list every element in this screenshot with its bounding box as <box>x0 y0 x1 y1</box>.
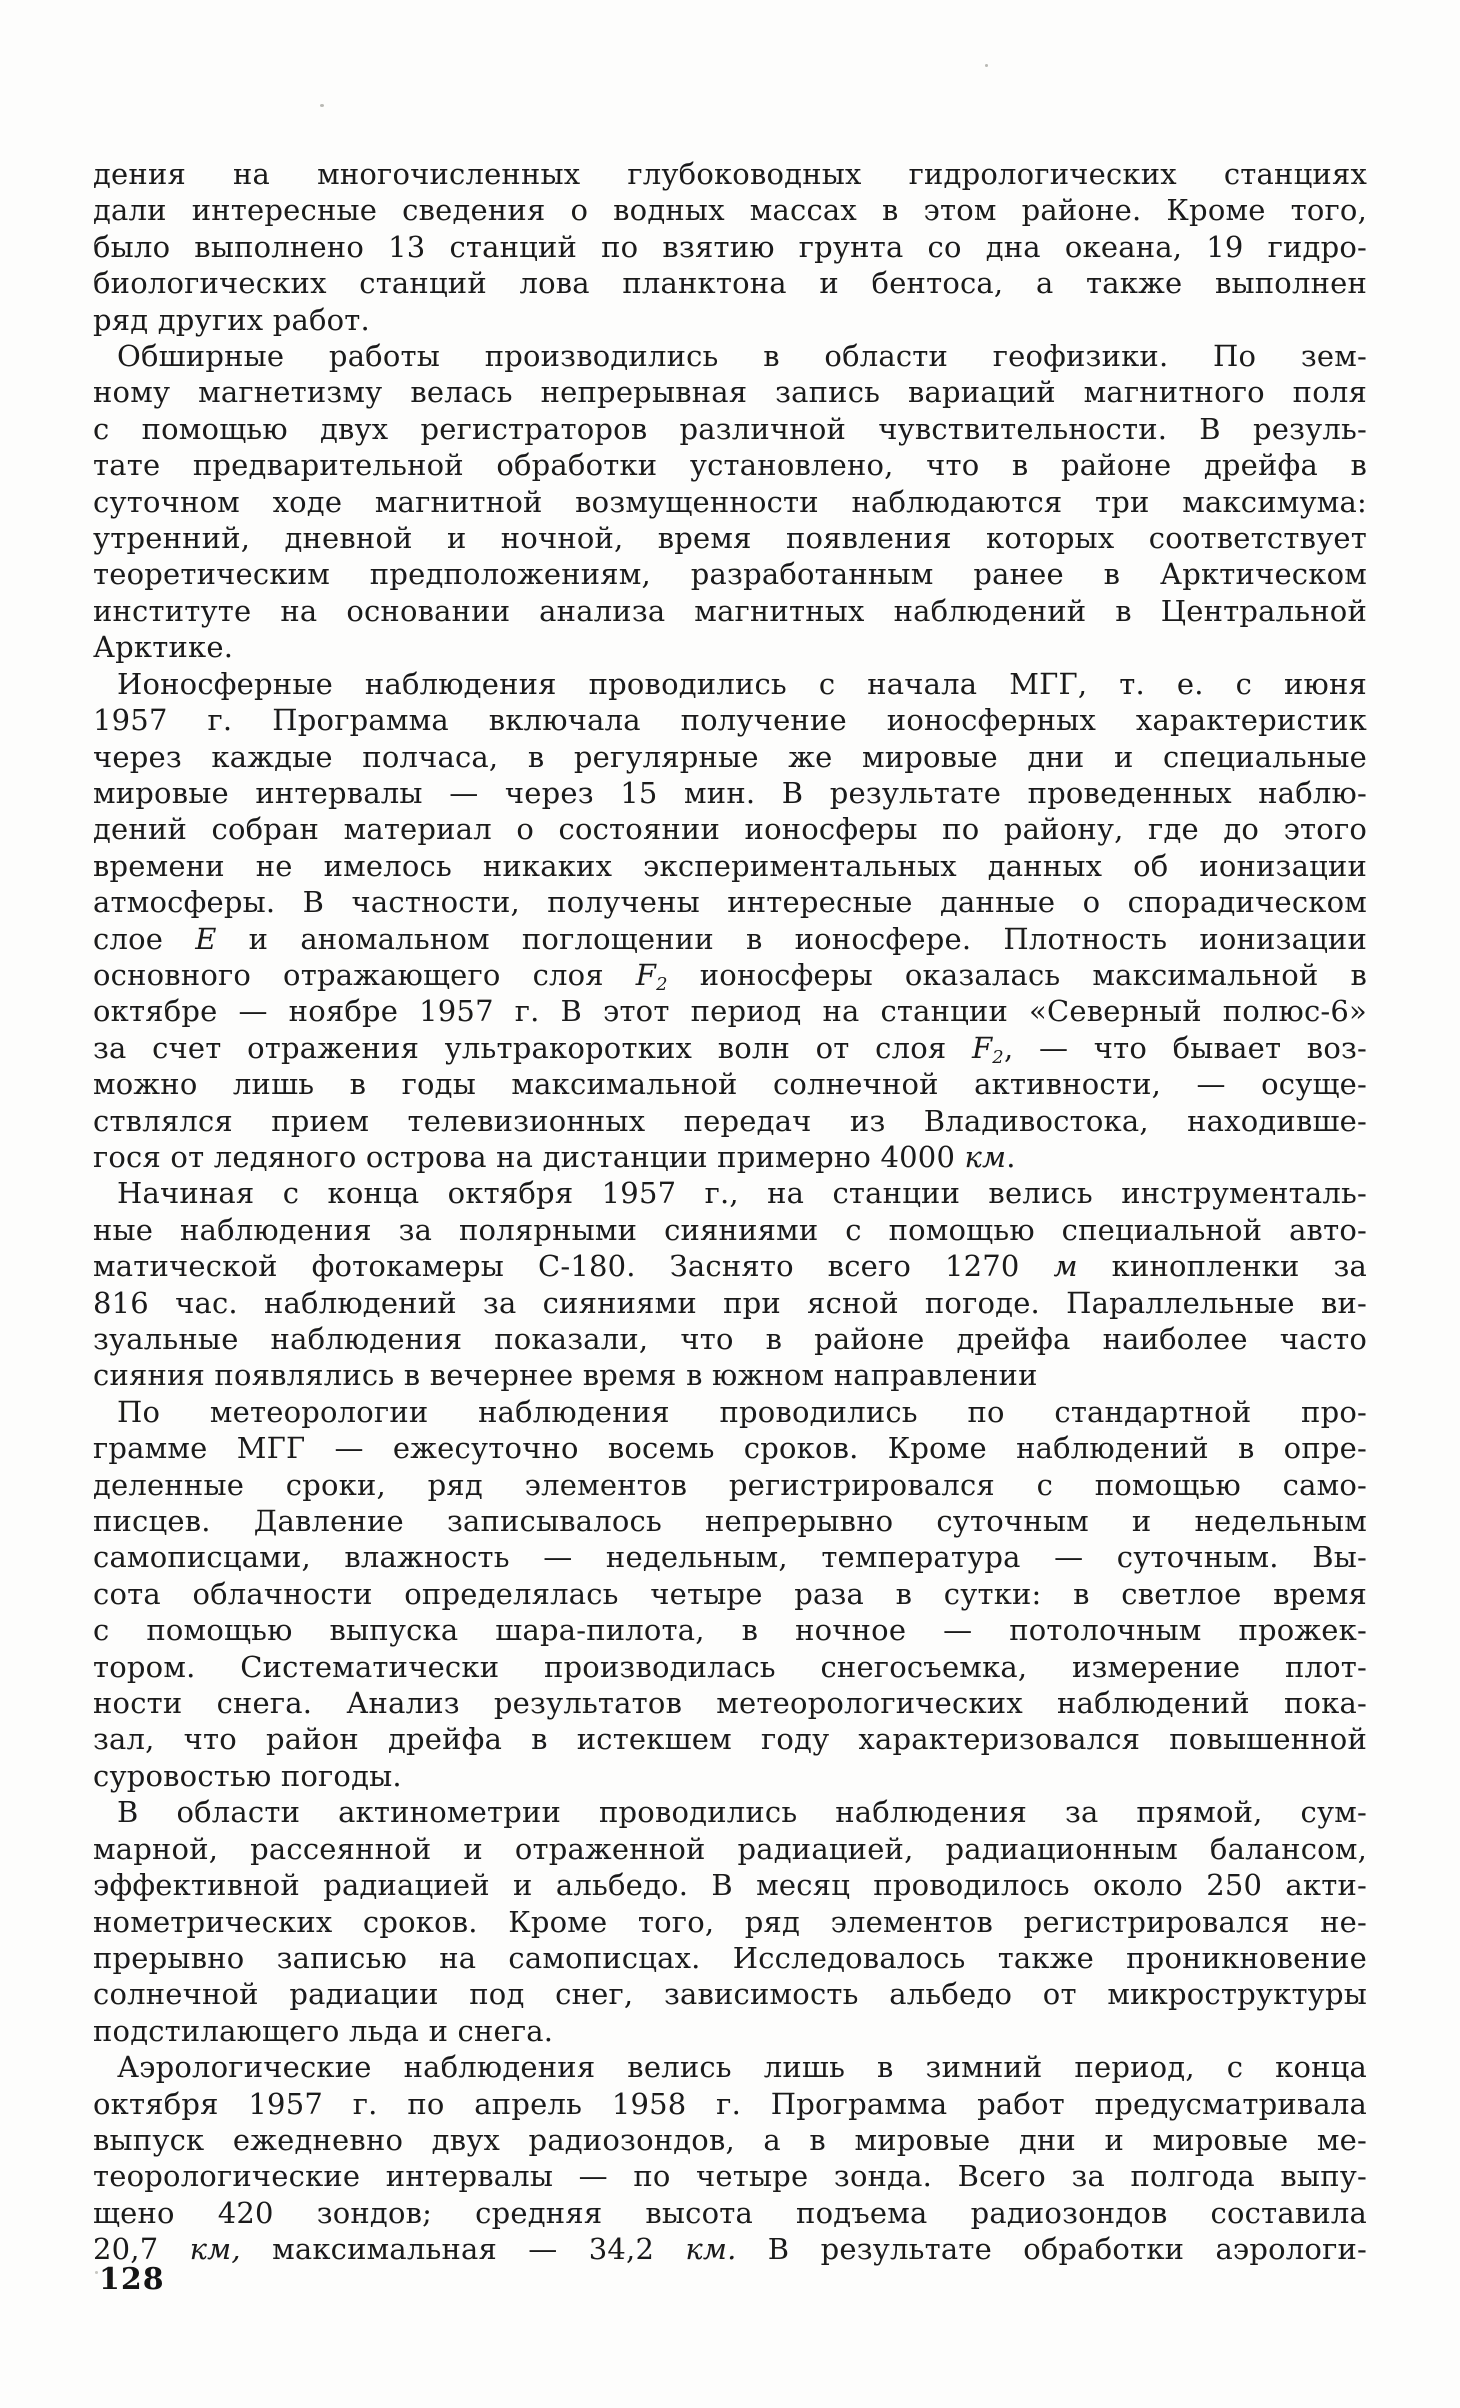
text-line: По метеорологии наблюдения проводились по стандартной про- <box>117 1394 1367 1429</box>
text-line: 816 час. наблюдений за сияниями при ясной погоде. Параллельные ви- <box>93 1285 1367 1320</box>
page-text <box>93 156 1367 2268</box>
text-line: самописцами, влажность — недельным, температура — суточным. Вы- <box>93 1540 1367 1575</box>
text-line: марной, рассеянной и отраженной радиацией, радиационным балансом, <box>93 1831 1367 1866</box>
text-line: ряд других работ. <box>93 302 370 337</box>
text-line: утренний, дневной и ночной, время появления которых соответствует <box>93 521 1367 556</box>
text-line: суточном ходе магнитной возмущенности наблюдаются три максимума: <box>93 484 1367 519</box>
text-line: зуальные наблюдения показали, что в районе дрейфа наиболее часто <box>93 1322 1367 1356</box>
text-line: Аэрологические наблюдения велись лишь в зимний период, с конца <box>117 2050 1367 2085</box>
text-line: тате предварительной обработки установлено, что в районе дрейфа в <box>93 448 1367 483</box>
text-line: суровостью погоды. <box>93 1758 402 1793</box>
paragraph <box>93 1794 1367 2049</box>
text-line: сияния появлялись в вечернее время в южном направлении <box>93 1358 1038 1393</box>
text-line: эффективной радиацией и альбедо. В месяц проводилось около 250 акти- <box>93 1868 1367 1903</box>
text-line: октября 1957 г. по апрель 1958 г. Программа работ предусматривала <box>93 2086 1367 2121</box>
text-line: дали интересные сведения о водных массах в этом районе. Кроме того, <box>93 193 1367 228</box>
text-line: матической фотокамеры С-180. Заснято всего 1270 м кинопленки за <box>93 1249 1367 1284</box>
paragraph <box>93 2049 1367 2267</box>
text-line: 1957 г. Программа включала получение ионосферных характеристик <box>93 703 1367 738</box>
text-line: институте на основании анализа магнитных наблюдений в Центральной <box>93 593 1367 628</box>
text-line: сота облачности определялась четыре раза в сутки: в светлое время <box>93 1576 1367 1611</box>
text-line: подстилающего льда и снега. <box>93 2013 554 2048</box>
text-line: нометрических сроков. Кроме того, ряд элементов регистрировался не- <box>93 1904 1367 1939</box>
text-line: мировые интервалы — через 15 мин. В результате проведенных наблю- <box>93 775 1367 810</box>
text-line: Обширные работы производились в области геофизики. По зем- <box>117 339 1367 374</box>
text-line: можно лишь в годы максимальной солнечной активности, — осуще- <box>93 1067 1367 1102</box>
text-line: тором. Систематически производилась снегосъемка, измерение плот- <box>93 1649 1367 1684</box>
text-line: грамме МГГ — ежесуточно восемь сроков. Кроме наблюдений в опре- <box>93 1431 1367 1466</box>
text-line: времени не имелось никаких экспериментальных данных об ионизации <box>93 848 1367 883</box>
text-line: Ионосферные наблюдения проводились с начала МГГ, т. е. с июня <box>117 666 1367 701</box>
text-line: прерывно записью на самописцах. Исследовалось также проникновение <box>93 1940 1367 1975</box>
scan-speck <box>95 2271 98 2274</box>
paragraph <box>93 338 1367 666</box>
scan-speck <box>985 64 988 67</box>
text-line: биологических станций лова планктона и бентоса, а также выполнен <box>93 266 1367 301</box>
paragraph <box>93 156 1367 338</box>
page-number: 128 <box>99 2262 165 2297</box>
text-line: писцев. Давление записывалось непрерывно суточным и недельным <box>93 1504 1367 1539</box>
text-line: ствлялся прием телевизионных передач из Владивостока, находивше- <box>93 1103 1367 1138</box>
paragraph <box>93 1394 1367 1794</box>
text-line: ности снега. Анализ результатов метеорологических наблюдений пока- <box>93 1686 1367 1721</box>
text-line: солнечной радиации под снег, зависимость альбедо от микроструктуры <box>93 1977 1367 2012</box>
text-line: с помощью выпуска шара-пилота, в ночное — потолочным прожек- <box>93 1613 1367 1648</box>
text-line: октябре — ноябре 1957 г. В этот период на станции «Северный полюс-6» <box>93 994 1367 1029</box>
text-line: с помощью двух регистраторов различной чувствительности. В резуль- <box>93 411 1367 446</box>
text-line: слое Е и аномальном поглощении в ионосфере. Плотность ионизации <box>93 921 1367 956</box>
text-line: выпуск ежедневно двух радиозондов, а в мировые дни и мировые ме- <box>93 2122 1367 2157</box>
text-line: атмосферы. В частности, получены интересные данные о спорадическом <box>93 885 1367 920</box>
text-line: дений собран материал о состоянии ионосферы по району, где до этого <box>93 812 1367 847</box>
paragraph <box>93 1175 1367 1393</box>
text-line: деленные сроки, ряд элементов регистрировался с помощью само- <box>93 1467 1367 1502</box>
text-line: ному магнетизму велась непрерывная запись вариаций магнитного поля <box>93 375 1367 410</box>
paragraph <box>93 666 1367 1176</box>
text-line: основного отражающего слоя $F_2$ ионосферы оказалась максимальной в <box>93 957 1368 995</box>
text-line: дения на многочисленных глубоководных гидрологических станциях <box>93 157 1367 191</box>
text-line: теоретическим предположениям, разработанным ранее в Арктическом <box>93 557 1367 592</box>
text-line: 20,7 км, максимальная — 34,2 км. В результате обработки аэрологи- <box>93 2232 1368 2267</box>
text-line: ные наблюдения за полярными сияниями с помощью специальной авто- <box>93 1212 1367 1247</box>
text-line: В области актинометрии проводились наблюдения за прямой, сум- <box>117 1795 1367 1830</box>
text-line: зал, что район дрейфа в истекшем году характеризовался повышенной <box>93 1722 1367 1757</box>
scan-speck <box>320 104 324 107</box>
text-line: через каждые полчаса, в регулярные же мировые дни и специальные <box>93 739 1367 774</box>
text-line: гося от ледяного острова на дистанции примерно 4000 км. <box>93 1139 1016 1174</box>
text-line: Арктике. <box>93 630 234 665</box>
text-line: Начиная с конца октября 1957 г., на станции велись инструменталь- <box>117 1176 1367 1211</box>
text-line: было выполнено 13 станций по взятию грунта со дна океана, 19 гидро- <box>93 229 1367 264</box>
text-line: щено 420 зондов; средняя высота подъема радиозондов составила <box>93 2195 1367 2230</box>
text-line: теорологические интервалы — по четыре зонда. Всего за полгода выпу- <box>93 2159 1367 2194</box>
text-line: за счет отражения ультракоротких волн от слоя $F_2$, — что бывает воз- <box>93 1030 1367 1068</box>
